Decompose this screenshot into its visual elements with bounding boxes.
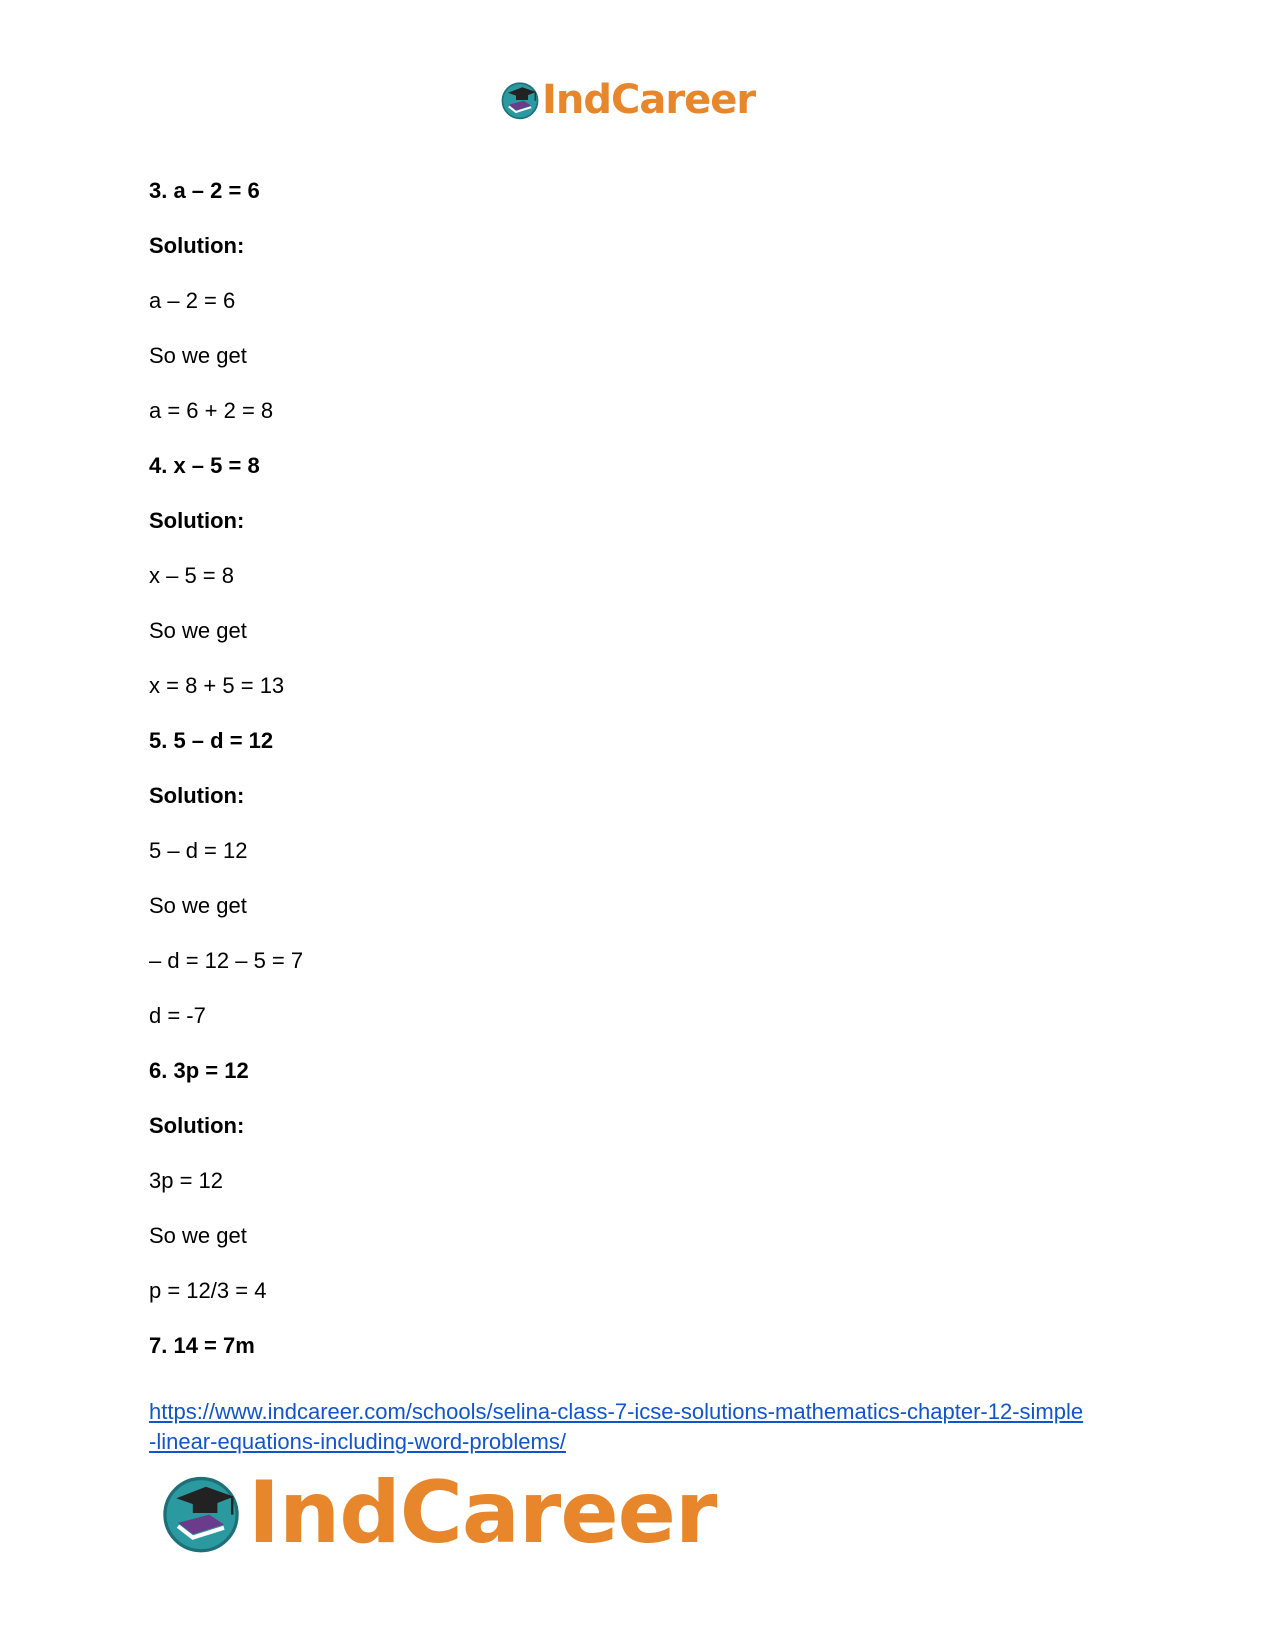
question-7-heading: 7. 14 = 7m	[149, 1333, 255, 1358]
equation-line: a – 2 = 6	[149, 288, 236, 313]
equation-line: a = 6 + 2 = 8	[149, 398, 274, 423]
logo-wordmark: IndCareer	[248, 1463, 717, 1563]
solution-content	[149, 178, 1129, 1388]
graduation-globe-icon	[160, 1472, 242, 1554]
footer-logo	[160, 1463, 717, 1563]
question-5-heading: 5. 5 – d = 12	[149, 728, 274, 753]
solution-label: Solution:	[149, 783, 245, 808]
text-line: So we get	[149, 1223, 247, 1248]
equation-line: x = 8 + 5 = 13	[149, 673, 285, 698]
question-4-heading: 4. x – 5 = 8	[149, 453, 260, 478]
text-line: So we get	[149, 618, 247, 643]
solution-label: Solution:	[149, 1113, 245, 1138]
equation-line: 3p = 12	[149, 1168, 224, 1193]
solution-label: Solution:	[149, 233, 245, 258]
logo-wordmark: IndCareer	[542, 77, 756, 123]
source-link[interactable]	[149, 1397, 1149, 1457]
question-3-heading: 3. a – 2 = 6	[149, 178, 260, 203]
source-link-line-2[interactable]: -linear-equations-including-word-problems/	[149, 1429, 566, 1454]
equation-line: d = -7	[149, 1003, 206, 1028]
equation-line: – d = 12 – 5 = 7	[149, 948, 304, 973]
text-line: So we get	[149, 893, 247, 918]
text-line: So we get	[149, 343, 247, 368]
source-link-line-1[interactable]: https://www.indcareer.com/schools/selina-class-7-icse-solutions-mathematics-chapter-12-simple	[149, 1399, 1084, 1424]
header-logo	[500, 77, 756, 123]
solution-label: Solution:	[149, 508, 245, 533]
equation-line: 5 – d = 12	[149, 838, 248, 863]
question-6-heading: 6. 3p = 12	[149, 1058, 249, 1083]
graduation-globe-icon	[500, 80, 540, 120]
equation-line: x – 5 = 8	[149, 563, 235, 588]
equation-line: p = 12/3 = 4	[149, 1278, 267, 1303]
